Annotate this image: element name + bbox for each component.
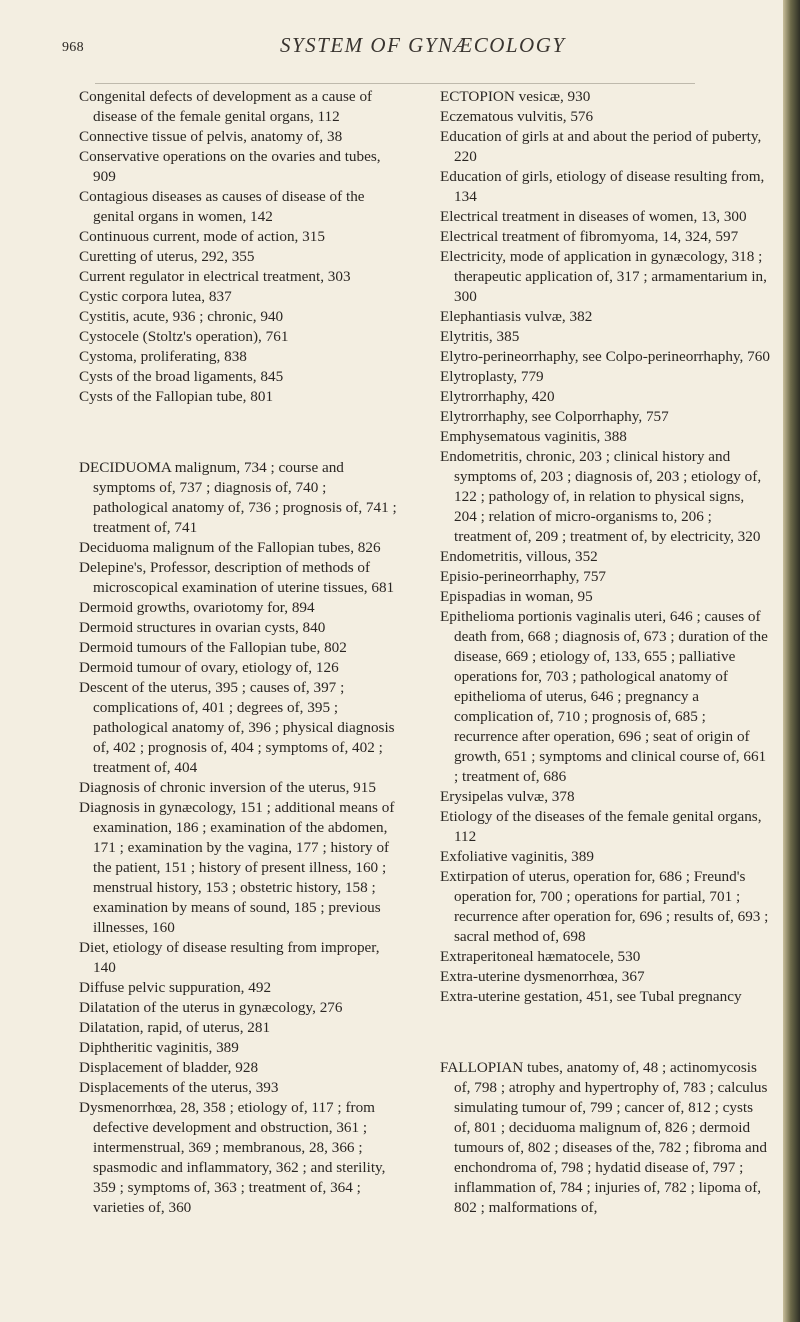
- index-entry: Continuous current, mode of action, 315: [79, 228, 325, 245]
- index-entry: Dermoid tumours of the Fallopian tube, 802: [79, 639, 347, 657]
- index-entry: Extra-uterine gestation, 451, see Tubal pregnancy: [440, 988, 742, 1005]
- index-entry: Erysipelas vulvæ, 378: [440, 788, 575, 805]
- index-entry: Cystocele (Stoltz's operation), 761: [79, 328, 289, 345]
- index-entry: DECIDUOMA malignum, 734 ; course and symptoms of, 737 ; diagnosis of, 740 ; pathological anatomy of, 736 ; prognosis of, 741 ; treatment of, 741: [79, 459, 397, 537]
- index-entry: ECTOPION vesicæ, 930: [440, 88, 591, 105]
- index-entry: Diet, etiology of disease resulting from improper, 140: [79, 939, 380, 977]
- index-entry: Diffuse pelvic suppuration, 492: [79, 979, 272, 997]
- index-entry: Delepine's, Professor, description of methods of microscopical examination of uterine tissues, 681: [79, 559, 395, 597]
- index-entry: Education of girls, etiology of disease resulting from, 134: [440, 168, 765, 205]
- index-entry: Elytrorrhaphy, 420: [440, 388, 555, 405]
- index-entry: Dermoid growths, ovariotomy for, 894: [79, 599, 315, 617]
- index-entry: Elytritis, 385: [440, 328, 520, 345]
- index-entry: Endometritis, chronic, 203 ; clinical history and symptoms of, 203 ; diagnosis of, 203 ; etiology of, 122 ; pathology of, in relation to physical signs, 204 ; relation of micro-organisms to, 206 ; treatment of, 209 ; treatment of, by electricity, 320: [440, 448, 762, 545]
- index-entry: Connective tissue of pelvis, anatomy of, 38: [79, 128, 343, 145]
- index-entry: Diagnosis in gynæcology, 151 ; additional means of examination, 186 ; examination of the abdomen, 171 ; examination by the vagina, 177 ; history of the patient, 151 ; history of present illness, 160 ; menstrual history, 153 ; obstetric history, 158 ; examination by means of sound, 185 ; previous illnesses, 160: [79, 799, 395, 937]
- index-entry: Eczematous vulvitis, 576: [440, 108, 594, 125]
- index-entry: Displacement of bladder, 928: [79, 1059, 259, 1077]
- index-entry: Dermoid structures in ovarian cysts, 840: [79, 619, 326, 637]
- page-edge: [783, 0, 800, 1322]
- index-column-left: [79, 87, 399, 1218]
- page-number: 968: [62, 40, 84, 55]
- index-entry: Displacements of the uterus, 393: [79, 1079, 279, 1097]
- index-entry: Curetting of uterus, 292, 355: [79, 248, 255, 265]
- index-entry: Epispadias in woman, 95: [440, 588, 593, 605]
- index-entry: Exfoliative vaginitis, 389: [440, 848, 594, 865]
- index-entry: Elephantiasis vulvæ, 382: [440, 308, 593, 325]
- index-entry: Cystoma, proliferating, 838: [79, 348, 247, 365]
- index-entry: Etiology of the diseases of the female genital organs, 112: [440, 808, 762, 845]
- index-entry: Extraperitoneal hæmatocele, 530: [440, 948, 641, 965]
- index-entry: Descent of the uterus, 395 ; causes of, 397 ; complications of, 401 ; degrees of, 395 ; pathological anatomy of, 396 ; physical diagnosis of, 402 ; prognosis of, 404 ; symptoms of, 402 ; treatment of, 404: [79, 679, 395, 777]
- index-entry: Extra-uterine dysmenorrhœa, 367: [440, 968, 645, 985]
- index-entry: Elytrorrhaphy, see Colporrhaphy, 757: [440, 408, 669, 425]
- index-entry: Dilatation of the uterus in gynæcology, 276: [79, 999, 343, 1017]
- index-entry: Current regulator in electrical treatment, 303: [79, 268, 351, 285]
- index-entry: Congenital defects of development as a cause of disease of the female genital organs, 112: [79, 88, 373, 125]
- index-entry: Dermoid tumour of ovary, etiology of, 126: [79, 659, 339, 677]
- index-entry: Electricity, mode of application in gynæcology, 318 ; therapeutic application of, 317 ; armamentarium in, 300: [440, 248, 767, 305]
- index-entry: Extirpation of uterus, operation for, 686 ; Freund's operation for, 700 ; operations for partial, 701 ; recurrence after operation for, 696 ; results of, 693 ; sacral method of, 698: [440, 868, 769, 945]
- index-entry: Cysts of the Fallopian tube, 801: [79, 388, 274, 405]
- index-entry: Diagnosis of chronic inversion of the uterus, 915: [79, 779, 376, 797]
- index-entry: Elytroplasty, 779: [440, 368, 544, 385]
- index-entry: Endometritis, villous, 352: [440, 548, 598, 565]
- index-entry: Elytro-perineorrhaphy, see Colpo-perineorrhaphy, 760: [440, 348, 770, 365]
- index-entry: Cystic corpora lutea, 837: [79, 288, 232, 305]
- index-entry: FALLOPIAN tubes, anatomy of, 48 ; actinomycosis of, 798 ; atrophy and hypertrophy of, 783 ; calculus simulating tumour of, 799 ; cancer of, 812 ; cysts of, 801 ; deciduoma malignum of, 826 ; dermoid tumours of, 802 ; diseases of the, 782 ; fibroma and enchondroma of, 798 ; hydatid disease of, 797 ; inflammation of, 784 ; injuries of, 782 ; lipoma of, 802 ; malformations of,: [440, 1059, 768, 1217]
- index-entry: Dysmenorrhœa, 28, 358 ; etiology of, 117 ; from defective development and obstruction, 361 ; intermenstrual, 369 ; membranous, 28, 366 ; spasmodic and inflammatory, 362 ; and sterility, 359 ; symptoms of, 363 ; treatment of, 364 ; varieties of, 360: [79, 1099, 386, 1217]
- index-entry: Electrical treatment of fibromyoma, 14, 324, 597: [440, 228, 739, 245]
- index-column-right: [440, 87, 770, 1218]
- index-entry: Episio-perineorrhaphy, 757: [440, 568, 607, 585]
- index-entry: Diphtheritic vaginitis, 389: [79, 1039, 239, 1057]
- index-entry: Emphysematous vaginitis, 388: [440, 428, 627, 445]
- index-entry: Cystitis, acute, 936 ; chronic, 940: [79, 308, 284, 325]
- index-entry: Deciduoma malignum of the Fallopian tubes, 826: [79, 539, 381, 557]
- index-entry: Contagious diseases as causes of disease of the genital organs in women, 142: [79, 188, 365, 225]
- index-entry: Dilatation, rapid, of uterus, 281: [79, 1019, 271, 1037]
- running-title: SYSTEM OF GYNÆCOLOGY: [280, 33, 566, 57]
- section-gap: [440, 1022, 770, 1043]
- index-entry: Conservative operations on the ovaries and tubes, 909: [79, 148, 381, 185]
- index-entry: Cysts of the broad ligaments, 845: [79, 368, 284, 385]
- section-gap: [79, 422, 399, 443]
- index-entry: Epithelioma portionis vaginalis uteri, 646 ; causes of death from, 668 ; diagnosis of, 673 ; duration of the disease, 669 ; etiology of, 133, 655 ; palliative operations for, 703 ; pathological anatomy of epithelioma of uterus, 646 ; pregnancy a complication of, 710 ; prognosis of, 685 ; recurrence after operation, 696 ; seat of origin of growth, 651 ; symptoms and clinical course of, 661 ; treatment of, 686: [440, 608, 768, 785]
- header-rule: [95, 83, 695, 84]
- index-entry: Education of girls at and about the period of puberty, 220: [440, 128, 762, 165]
- index-entry: Electrical treatment in diseases of women, 13, 300: [440, 208, 747, 225]
